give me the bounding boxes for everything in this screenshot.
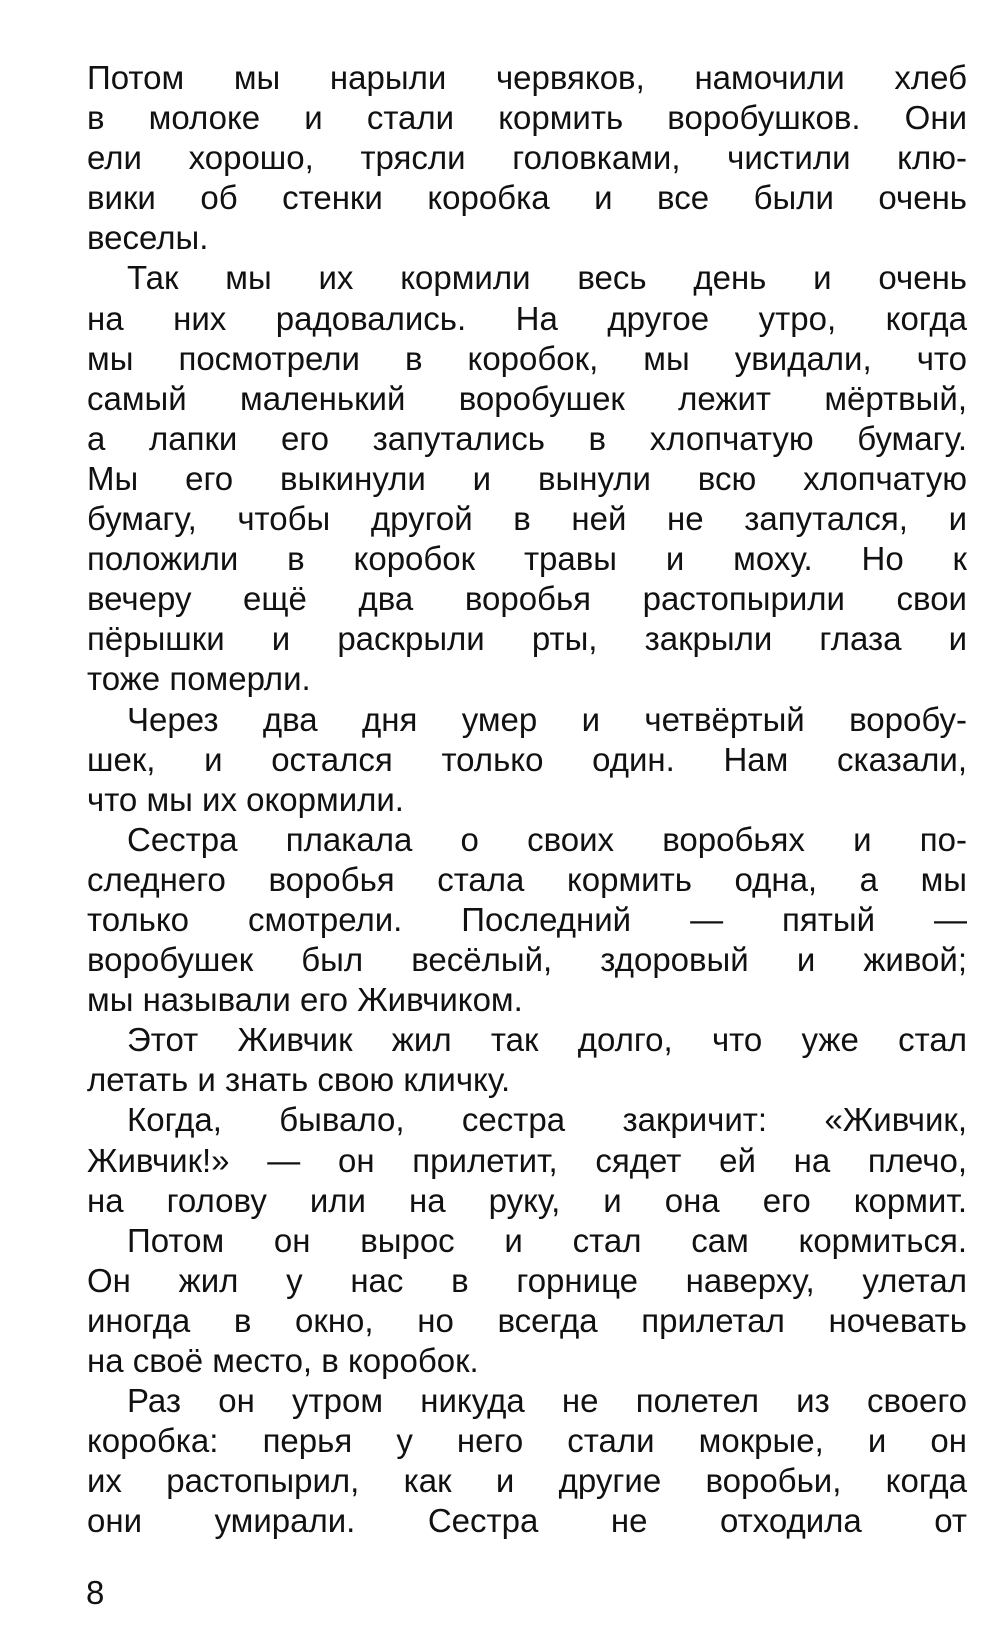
- paragraph-6: [87, 1100, 967, 1220]
- text-line: шек, и остался только один. Нам сказали,: [87, 740, 967, 778]
- text-line: иногда в окно, но всегда прилетал ночевать: [87, 1301, 967, 1339]
- paragraph-8: [87, 1381, 967, 1541]
- paragraph-2: [87, 258, 967, 699]
- text-line: Потом мы нарыли червяков, намочили хлеб: [87, 59, 967, 96]
- text-line: пёрышки и раскрыли рты, закрыли глаза и: [87, 620, 967, 658]
- text-line: вечеру ещё два воробья растопырили свои: [87, 580, 967, 618]
- text-line: Сестра плакала о своих воробьях и по-: [127, 820, 967, 858]
- text-line: на них радовались. На другое утро, когда: [87, 299, 967, 337]
- text-line: а лапки его запутались в хлопчатую бумагу.: [87, 419, 967, 457]
- text-line: Когда, бывало, сестра закричит: «Живчик,: [127, 1101, 967, 1139]
- text-line: вики об стенки коробка и все были очень: [87, 179, 967, 217]
- page-number: 8: [86, 1574, 105, 1611]
- text-line: на своё место, в коробок.: [87, 1342, 479, 1379]
- text-line: летать и знать свою кличку.: [87, 1061, 511, 1099]
- text-line: мы посмотрели в коробок, мы увидали, что: [87, 339, 967, 377]
- text-line: что мы их окормили.: [87, 780, 404, 818]
- text-line: на голову или на руку, и она его кормит.: [87, 1181, 967, 1219]
- text-line: Через два дня умер и четвёртый воробу-: [127, 700, 967, 738]
- text-line: тоже померли.: [87, 660, 311, 698]
- paragraph-7: [87, 1221, 967, 1381]
- page-body: [87, 58, 967, 1541]
- paragraph-5: [87, 1020, 967, 1100]
- text-line: Живчик!» — он прилетит, сядет ей на плечо,: [87, 1141, 967, 1179]
- text-line: Потом он вырос и стал сам кормиться.: [127, 1221, 967, 1259]
- text-line: самый маленький воробушек лежит мёртвый,: [87, 379, 967, 417]
- paragraph-1: [87, 58, 967, 258]
- text-line: Этот Живчик жил так долго, что уже стал: [127, 1021, 967, 1059]
- text-line: Раз он утром никуда не полетел из своего: [127, 1382, 967, 1420]
- text-line: они умирали. Сестра не отходила от: [87, 1502, 967, 1540]
- text-line: ели хорошо, трясли головками, чистили клю-: [87, 139, 967, 177]
- text-line: следнего воробья стала кормить одна, а мы: [87, 860, 967, 898]
- text-line: Он жил у нас в горнице наверху, улетал: [87, 1261, 967, 1299]
- text-line: положили в коробок травы и моху. Но к: [87, 540, 967, 578]
- text-line: мы называли его Живчиком.: [87, 981, 523, 1019]
- text-line: воробушек был весёлый, здоровый и живой;: [87, 941, 967, 979]
- paragraph-3: [87, 700, 967, 820]
- text-line: только смотрели. Последний — пятый —: [87, 900, 967, 938]
- paragraph-4: [87, 820, 967, 1020]
- text-line: Мы его выкинули и вынули всю хлопчатую: [87, 459, 967, 497]
- text-line: коробка: перья у него стали мокрые, и он: [87, 1422, 967, 1460]
- text-line: веселы.: [87, 219, 209, 257]
- text-line: в молоке и стали кормить воробушков. Они: [87, 99, 967, 137]
- text-line: бумагу, чтобы другой в ней не запутался, и: [87, 500, 967, 538]
- text-line: Так мы их кормили весь день и очень: [127, 259, 967, 297]
- text-line: их растопырил, как и другие воробьи, когда: [87, 1462, 967, 1500]
